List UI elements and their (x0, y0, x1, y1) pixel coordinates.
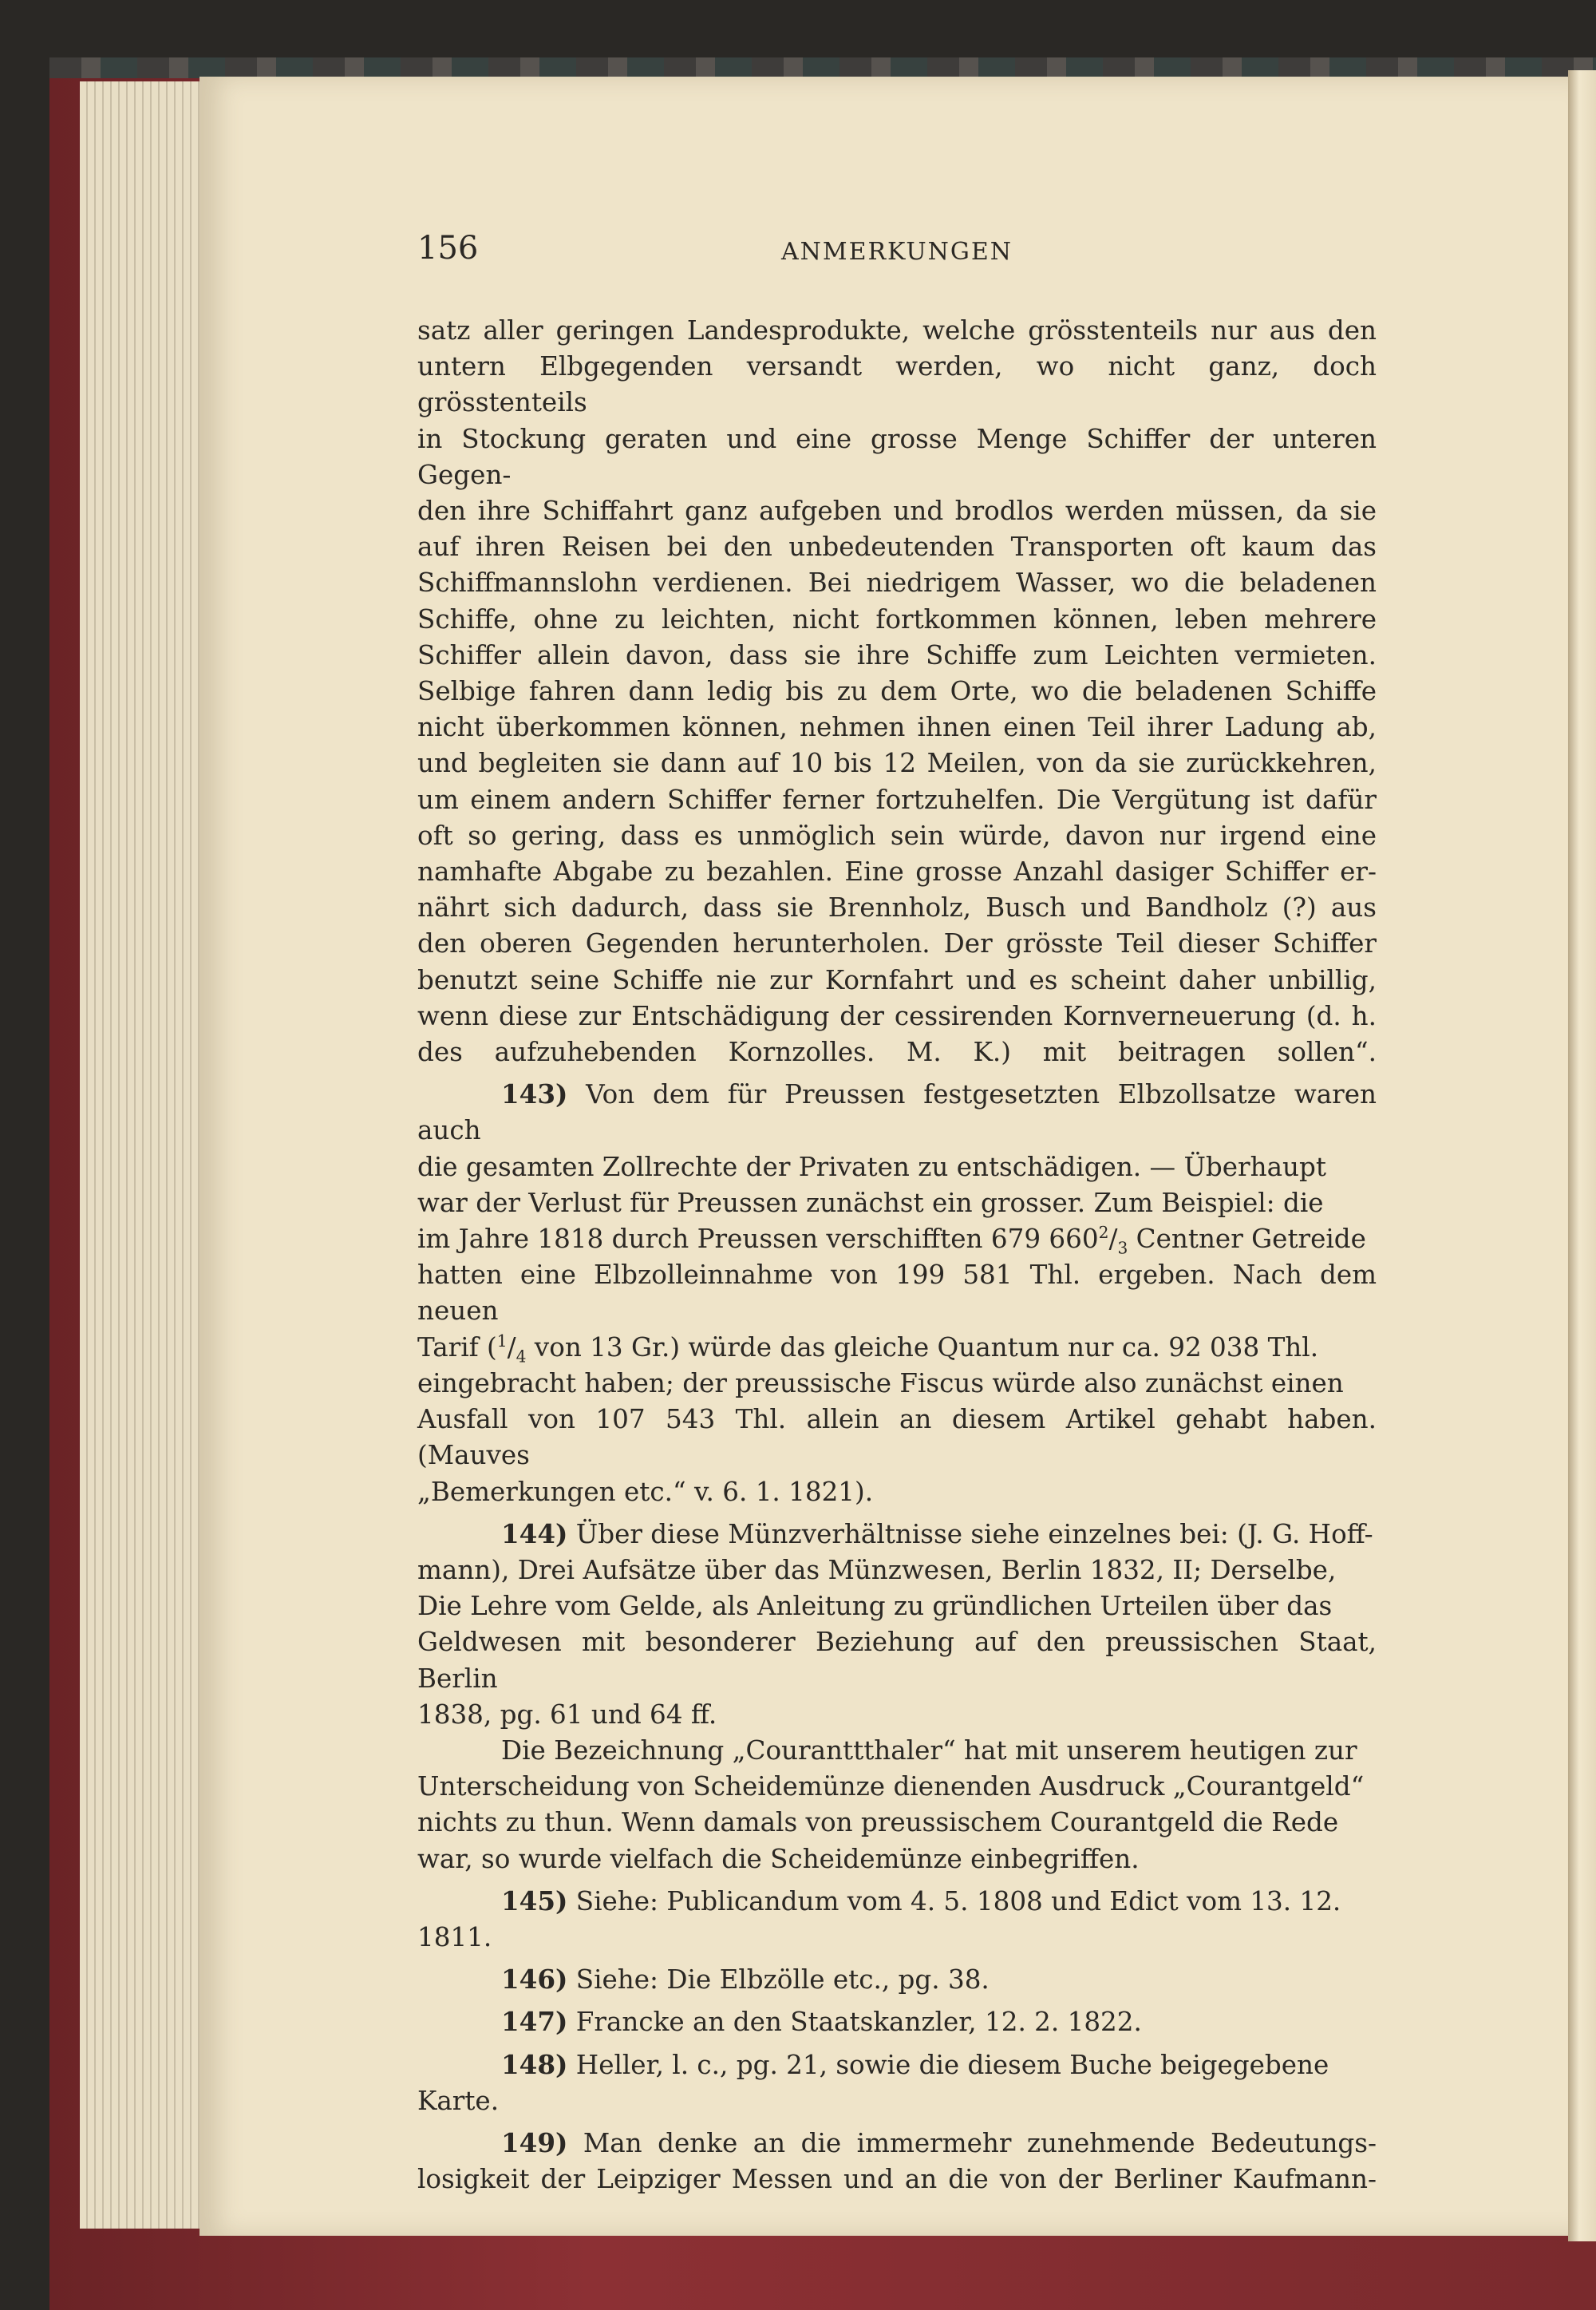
text-line: Centner Getreide (1128, 1224, 1366, 1255)
text-line: nichts zu thun. Wenn damals von preussischem Courantgeld die Rede (417, 1807, 1339, 1838)
text-line: „Bemerkungen etc.“ v. 6. 1. 1821). (417, 1476, 874, 1507)
fraction-slash: / (507, 1331, 516, 1363)
text-line: eingebracht haben; der preussische Fiscus würde also zunächst einen (417, 1367, 1344, 1398)
text-line: Heller, l. c., pg. 21, sowie die diesem Buche beigegebene (575, 2049, 1329, 2080)
note-number: 147) (501, 2006, 568, 2038)
text-line: untern Elbgegenden versandt werden, wo nicht ganz, doch grösstenteils (417, 351, 1377, 418)
text-line: losigkeit der Leipziger Messen und an die von der Berliner Kaufmann- (417, 2164, 1377, 2195)
note-149 (417, 2125, 1377, 2197)
page-stack-edges (80, 81, 215, 2229)
fraction-numerator: 1 (496, 1331, 508, 1351)
text-line: den ihre Schiffahrt ganz aufgeben und brodlos werden müssen, da sie (417, 496, 1377, 527)
fraction-slash: / (1108, 1224, 1118, 1255)
text-line: um einem andern Schiffer ferner fortzuhelfen. Die Vergütung ist dafür (417, 784, 1377, 815)
opening-paragraph (417, 313, 1377, 1070)
fraction-denominator: 4 (516, 1347, 527, 1367)
book-cover-top-edge (49, 57, 1596, 78)
page-right-edge (1568, 70, 1596, 2241)
text-line: benutzt seine Schiffe nie zur Kornfahrt und es scheint daher unbillig, (417, 964, 1377, 995)
text-line: die gesamten Zollrechte der Privaten zu entschädigen. — Überhaupt (417, 1151, 1326, 1182)
note-148 (417, 2047, 1377, 2119)
text-line: Francke an den Staatskanzler, 12. 2. 1822. (575, 2007, 1142, 2038)
text-line: Von dem für Preussen festgesetzten Elbzollsatze waren auch (417, 1079, 1377, 1146)
note-144-continuation (417, 1733, 1377, 1877)
text-line: in Stockung geraten und eine grosse Menge Schiffer der unteren Gegen- (417, 423, 1377, 490)
note-145 (417, 1883, 1377, 1956)
text-line: Tarif ( (417, 1331, 497, 1363)
text-line: Siehe: Die Elbzölle etc., pg. 38. (575, 1964, 990, 1996)
text-line: Unterscheidung von Scheidemünze dienenden Ausdruck „Courantgeld“ (417, 1771, 1365, 1802)
note-number: 144) (501, 1517, 568, 1549)
text-line: namhafte Abgabe zu bezahlen. Eine grosse Anzahl dasiger Schiffer er- (417, 856, 1377, 888)
text-line: des aufzuhebenden Kornzolles. M. K.) mit beitragen sollen“. (417, 1037, 1377, 1068)
text-line: war, so wurde vielfach die Scheidemünze einbegriffen. (417, 1843, 1140, 1874)
page-number: 156 (417, 230, 479, 267)
text-line: oft so gering, dass es unmöglich sein würde, davon nur irgend eine (417, 820, 1377, 851)
text-line: Karte. (417, 2085, 500, 2116)
note-number: 149) (501, 2126, 568, 2158)
text-line: und begleiten sie dann auf 10 bis 12 Meilen, von da sie zurückkehren, (417, 748, 1377, 779)
text-line: Siehe: Publicandum vom 4. 5. 1808 und Edict vom 13. 12. (575, 1885, 1341, 1916)
page-text (417, 313, 1377, 2197)
text-line: wenn diese zur Entschädigung der cessirenden Kornverneuerung (d. h. (417, 1000, 1377, 1031)
note-number: 148) (501, 2048, 568, 2080)
note-number: 143) (501, 1078, 568, 1110)
text-line: Schiffe, ohne zu leichten, nicht fortkommen können, leben mehrere (417, 603, 1377, 635)
text-line: war der Verlust für Preussen zunächst ein grosser. Zum Beispiel: die (417, 1187, 1324, 1218)
text-line: Ausfall von 107 543 Thl. allein an diesem Artikel gehabt haben. (Mauves (417, 1404, 1377, 1471)
text-line: satz aller geringen Landesprodukte, welche grösstenteils nur aus den (417, 315, 1377, 346)
text-line: 1838, pg. 61 und 64 ff. (417, 1699, 717, 1730)
fraction-denominator: 3 (1117, 1238, 1128, 1258)
note-143 (417, 1076, 1377, 1509)
text-line: den oberen Gegenden herunterholen. Der grösste Teil dieser Schiffer (417, 928, 1377, 959)
note-147 (417, 2003, 1377, 2040)
text-line: Geldwesen mit besonderer Beziehung auf den preussischen Staat, Berlin (417, 1627, 1377, 1694)
text-line: Die Lehre vom Gelde, als Anleitung zu gründlichen Urteilen über das (417, 1591, 1333, 1622)
text-line: 1811. (417, 1921, 492, 1952)
text-line: Schiffer allein davon, dass sie ihre Schiffe zum Leichten vermieten. (417, 639, 1377, 670)
note-number: 146) (501, 1964, 568, 1996)
text-line: Man denke an die immermehr zunehmende Bedeutungs- (583, 2127, 1377, 2158)
text-line: Schiffmannslohn verdienen. Bei niedrigem Wasser, wo die beladenen (417, 568, 1377, 599)
text-line: von 13 Gr.) würde das gleiche Quantum nur ca. 92 038 Thl. (526, 1331, 1319, 1363)
text-line: im Jahre 1818 durch Preussen verschifften 679 660 (417, 1224, 1099, 1255)
text-line: Über diese Münzverhältnisse siehe einzelnes bei: (J. G. Hoff- (575, 1518, 1373, 1549)
text-line: Selbige fahren dann ledig bis zu dem Orte, wo die beladenen Schiffe (417, 676, 1377, 707)
text-line: Die Bezeichnung „Couranttthaler“ hat mit unserem heutigen zur (501, 1734, 1357, 1766)
note-144 (417, 1516, 1377, 1733)
text-line: nicht überkommen können, nehmen ihnen einen Teil ihrer Ladung ab, (417, 712, 1377, 743)
note-number: 145) (501, 1885, 568, 1916)
page-header (417, 230, 1377, 275)
text-line: auf ihren Reisen bei den unbedeutenden Transporten oft kaum das (417, 532, 1377, 563)
text-line: hatten eine Elbzolleinnahme von 199 581 Thl. ergeben. Nach dem neuen (417, 1260, 1377, 1327)
running-head: ANMERKUNGEN (780, 238, 1013, 266)
text-line: mann), Drei Aufsätze über das Münzwesen, Berlin 1832, II; Derselbe, (417, 1554, 1337, 1585)
note-146 (417, 1961, 1377, 1998)
text-line: nährt sich dadurch, dass sie Brennholz, Busch und Bandholz (?) aus (417, 892, 1377, 924)
fraction-numerator: 2 (1098, 1223, 1109, 1243)
